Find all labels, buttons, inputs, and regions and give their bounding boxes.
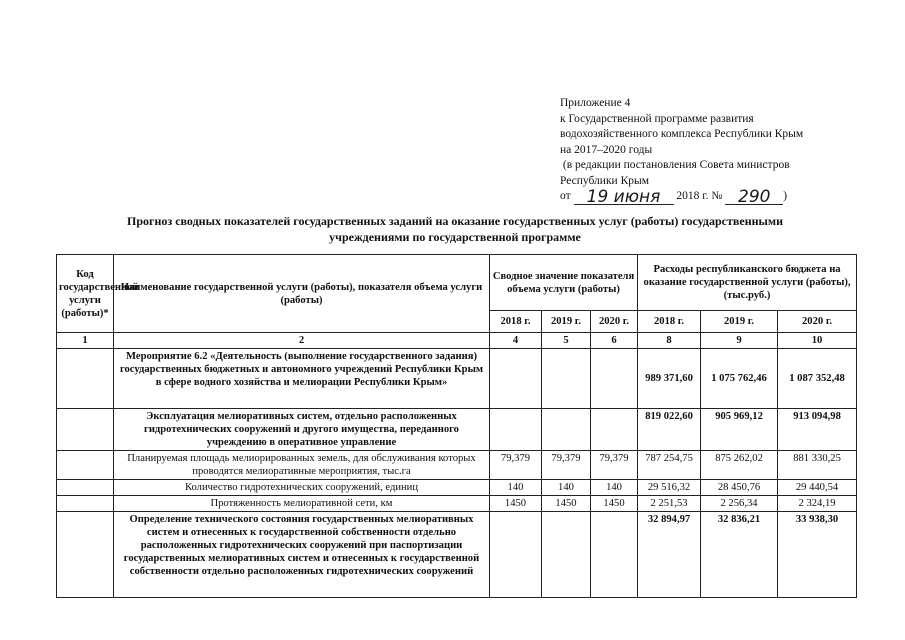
cell-volume-2020 — [591, 349, 638, 409]
appendix-line-3: водохозяйственного комплекса Республики Крым — [560, 128, 804, 140]
cell-code — [57, 496, 114, 512]
close-paren: ) — [783, 190, 788, 202]
cell-name: Планируемая площадь мелиорированных земель, для обслуживания которых проводятся мелиоративные мероприятия, тыс.га — [114, 451, 490, 480]
handwritten-number: 290 — [725, 190, 783, 205]
appendix-line-4: на 2017–2020 годы — [560, 143, 653, 156]
header-year-volume-2020: 2020 г. — [591, 311, 638, 333]
appendix-line-6: Республики Крым — [560, 174, 649, 187]
cell-volume-2019: 79,379 — [542, 451, 591, 480]
cell-volume-2019 — [542, 512, 591, 598]
column-number: 8 — [638, 333, 701, 349]
cell-expense-2018: 989 371,60 — [638, 349, 701, 409]
cell-name: Эксплуатация мелиоративных систем, отдельно расположенных гидротехнических сооружений и другого имущества, переданного учреждению в оперативное управление — [114, 409, 490, 451]
cell-volume-2018 — [490, 512, 542, 598]
column-number: 2 — [114, 333, 490, 349]
appendix-block — [560, 96, 803, 205]
cell-volume-2020 — [591, 512, 638, 598]
handwritten-date: 19 июня — [574, 190, 674, 205]
cell-name: Определение технического состояния государственных мелиоративных систем и отнесенных к государственной собственности отдельно расположенных гидротехнических сооружений при паспортизации государственных мелиоративных систем и отнесенных к государственной собственности отдельно расположенных гидротехнических сооружений — [114, 512, 490, 598]
title-line-2: учреждениями по государственной программе — [329, 230, 581, 244]
cell-volume-2019 — [542, 349, 591, 409]
cell-volume-2018 — [490, 349, 542, 409]
cell-expense-2018: 819 022,60 — [638, 409, 701, 451]
cell-expense-2018: 787 254,75 — [638, 451, 701, 480]
cell-expense-2019: 875 262,02 — [701, 451, 778, 480]
cell-expense-2019: 2 256,34 — [701, 496, 778, 512]
table-row — [57, 451, 857, 480]
header-year-volume-2019: 2019 г. — [542, 311, 591, 333]
table-row — [57, 512, 857, 598]
title-line-1: Прогноз сводных показателей государственных заданий на оказание государственных услуг (работы) государственными — [127, 214, 783, 228]
cell-code — [57, 480, 114, 496]
column-number: 9 — [701, 333, 778, 349]
from-label: от — [560, 190, 571, 202]
cell-expense-2020: 1 087 352,48 — [778, 349, 857, 409]
cell-volume-2019: 1450 — [542, 496, 591, 512]
header-name: Наименование государственной услуги (работы), показателя объема услуги (работы) — [114, 255, 490, 333]
column-number: 4 — [490, 333, 542, 349]
cell-code — [57, 451, 114, 480]
document-title — [60, 213, 850, 245]
cell-expense-2018: 2 251,53 — [638, 496, 701, 512]
cell-expense-2019: 32 836,21 — [701, 512, 778, 598]
cell-expense-2020: 881 330,25 — [778, 451, 857, 480]
cell-name: Протяженность мелиоративной сети, км — [114, 496, 490, 512]
table-row — [57, 349, 857, 409]
header-row-1 — [57, 255, 857, 311]
cell-expense-2019: 905 969,12 — [701, 409, 778, 451]
cell-expense-2019: 1 075 762,46 — [701, 349, 778, 409]
cell-volume-2020 — [591, 409, 638, 451]
cell-expense-2020: 29 440,54 — [778, 480, 857, 496]
cell-volume-2018 — [490, 409, 542, 451]
cell-name: Количество гидротехнических сооружений, единиц — [114, 480, 490, 496]
cell-code — [57, 512, 114, 598]
cell-volume-2018: 140 — [490, 480, 542, 496]
cell-code — [57, 409, 114, 451]
header-volume: Сводное значение показателя объема услуги (работы) — [490, 255, 638, 311]
cell-volume-2020: 1450 — [591, 496, 638, 512]
header-year-volume-2018: 2018 г. — [490, 311, 542, 333]
cell-expense-2020: 913 094,98 — [778, 409, 857, 451]
forecast-table — [56, 254, 857, 598]
cell-expense-2018: 29 516,32 — [638, 480, 701, 496]
cell-volume-2018: 1450 — [490, 496, 542, 512]
table-row — [57, 496, 857, 512]
appendix-line-1: Приложение 4 — [560, 97, 631, 109]
table-row — [57, 409, 857, 451]
cell-volume-2019: 140 — [542, 480, 591, 496]
header-code: Код государственной услуги (работы)* — [57, 255, 114, 333]
header-expenses: Расходы республиканского бюджета на оказание государственной услуги (работы), (тыс.руб.) — [638, 255, 857, 311]
cell-expense-2020: 2 324,19 — [778, 496, 857, 512]
cell-volume-2020: 79,379 — [591, 451, 638, 480]
cell-expense-2018: 32 894,97 — [638, 512, 701, 598]
column-number: 1 — [57, 333, 114, 349]
column-number: 10 — [778, 333, 857, 349]
table-row — [57, 480, 857, 496]
cell-name: Мероприятие 6.2 «Деятельность (выполнение государственного задания) государственных бюджетных и автономного учреждений Республики Крым в сфере водного хозяйства и мелиорации Республики Крым» — [114, 349, 490, 409]
header-year-expense-2019: 2019 г. — [701, 311, 778, 333]
cell-volume-2020: 140 — [591, 480, 638, 496]
header-year-expense-2020: 2020 г. — [778, 311, 857, 333]
header-year-expense-2018: 2018 г. — [638, 311, 701, 333]
cell-volume-2018: 79,379 — [490, 451, 542, 480]
cell-volume-2019 — [542, 409, 591, 451]
column-number: 5 — [542, 333, 591, 349]
cell-expense-2019: 28 450,76 — [701, 480, 778, 496]
appendix-signature-line — [560, 186, 803, 207]
year-label: 2018 г. № — [676, 190, 723, 202]
column-number: 6 — [591, 333, 638, 349]
appendix-line-2: к Государственной программе развития — [560, 112, 754, 125]
cell-code — [57, 349, 114, 409]
cell-expense-2020: 33 938,30 — [778, 512, 857, 598]
column-number-row — [57, 333, 857, 349]
appendix-line-5: (в редакции постановления Совета министров — [560, 159, 790, 171]
